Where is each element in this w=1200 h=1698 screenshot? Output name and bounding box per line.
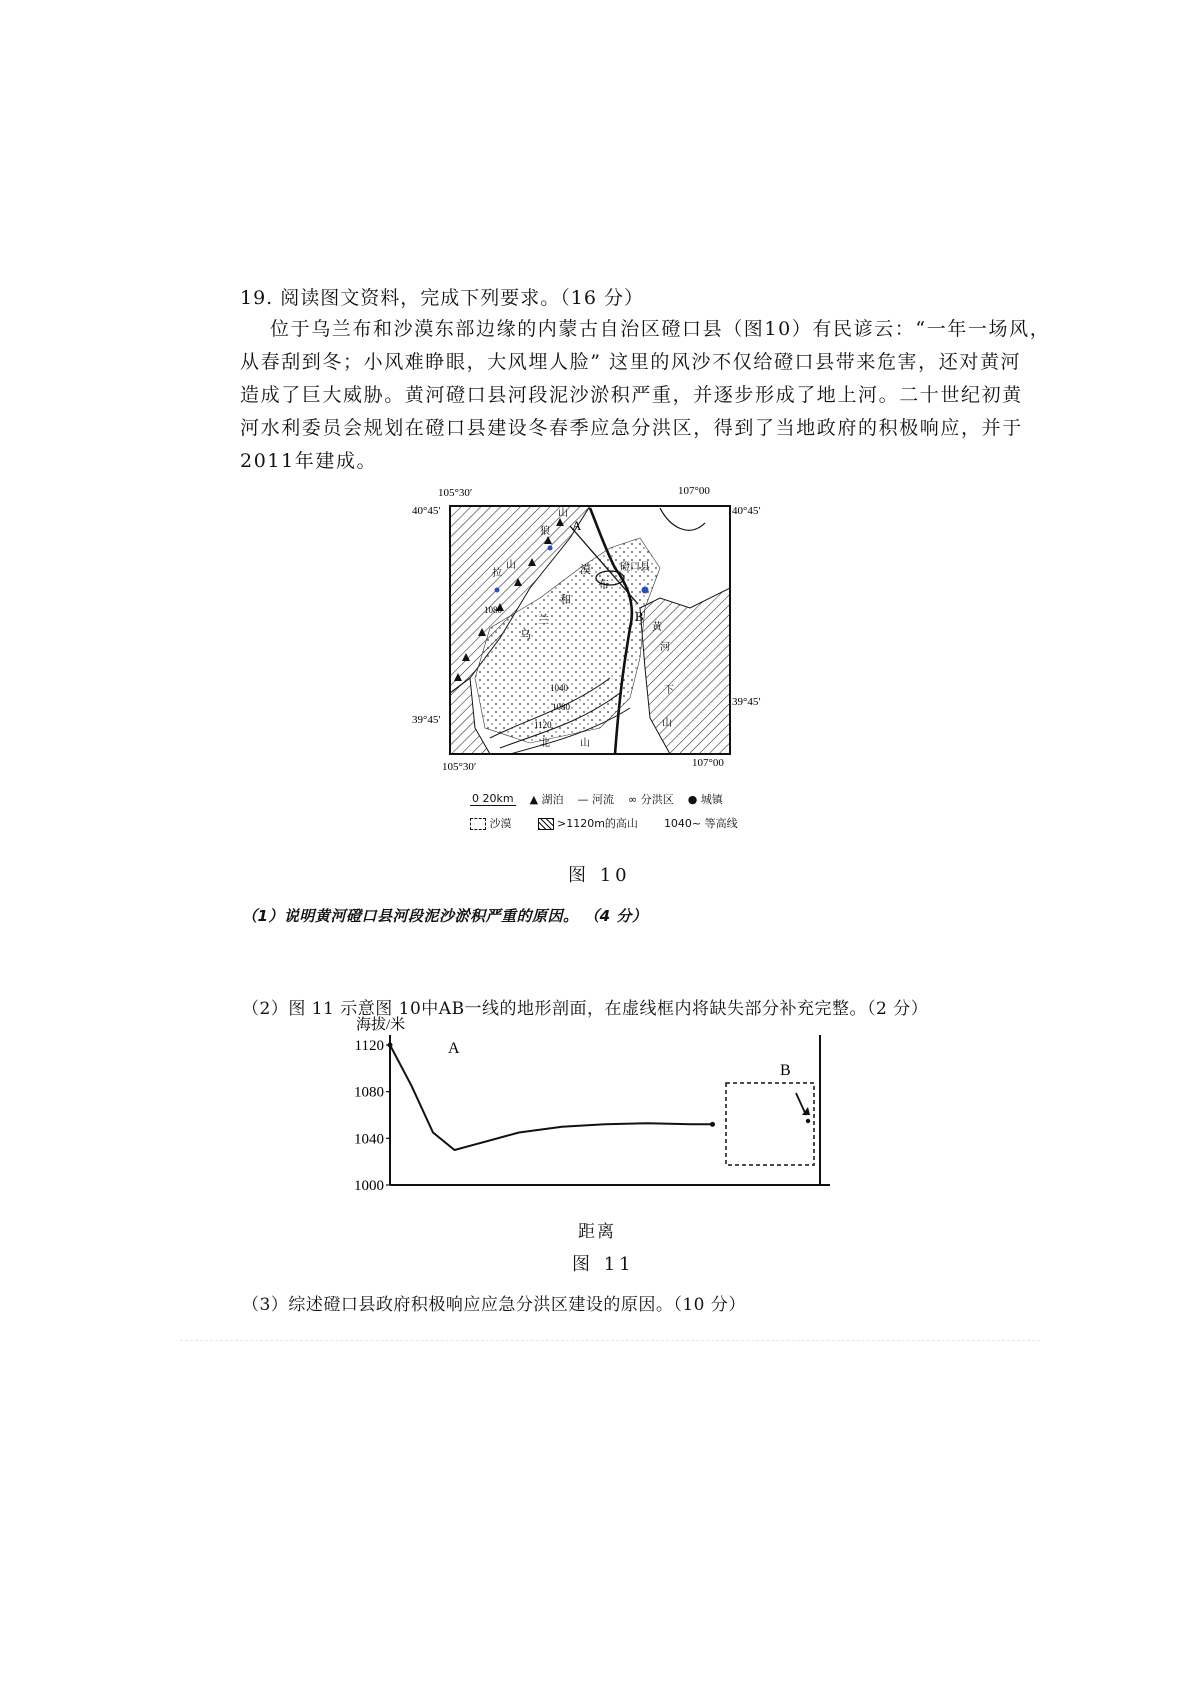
map-point-b: B: [635, 609, 644, 624]
coord-bottom-right: 107°00: [692, 757, 724, 769]
contour-label: 1040: [550, 683, 568, 693]
map-label: 和: [560, 594, 571, 606]
legend-river: — 河流: [577, 793, 615, 806]
legend-desert: 沙漠: [470, 815, 512, 831]
chart-series: [388, 1043, 716, 1151]
y-tick-label: 1040: [354, 1131, 384, 1148]
coord-left-bottom: 39°45′: [412, 714, 441, 726]
map-town-label: 磴口县: [620, 562, 650, 573]
sub-question-2: （2）图 11 示意图 10中AB一线的地形剖面，在虚线框内将缺失部分补充完整。（2 分）: [242, 999, 929, 1019]
map-label: 山: [506, 560, 516, 571]
contour-label: 1120: [534, 720, 552, 730]
profile-point: [710, 1122, 715, 1127]
coord-bottom-left: 105°30′: [442, 761, 477, 773]
coord-right-bottom: 39°45′: [732, 696, 761, 708]
figure-11-chart: [350, 1015, 850, 1215]
y-tick-label: 1080: [354, 1084, 384, 1101]
legend-scale: 0 20km: [472, 792, 514, 805]
paragraph-line: 河水利委员会规划在磴口县建设冬春季应急分洪区，得到了当地政府的积极响应，并于: [240, 417, 1023, 439]
map-label: 河: [660, 642, 670, 653]
legend-flood-area: ∞ 分洪区: [628, 793, 674, 806]
map-label: 山: [662, 718, 672, 729]
sub-question-3: （3）综述磴口县政府积极响应应急分洪区建设的原因。（10 分）: [242, 1295, 746, 1315]
question-paragraph: [240, 313, 1051, 478]
answer-dashed-box[interactable]: [726, 1083, 814, 1165]
map-label: 乌: [520, 629, 531, 641]
sub-question-1: （1）说明黄河磴口县河段泥沙淤积严重的原因。 （4 分）: [242, 907, 648, 925]
paragraph-line: 造成了巨大威胁。黄河磴口县河段泥沙淤积严重，并逐步形成了地上河。二十世纪初黄: [240, 384, 1023, 406]
legend-high-mountain: >1120m的高山: [538, 815, 638, 831]
map-legend: [470, 790, 790, 834]
coord-left-top: 40°45′: [412, 505, 441, 517]
map-label: 黄: [652, 622, 662, 633]
figure-11-caption: 图 11: [572, 1254, 635, 1275]
chart-point-a: A: [448, 1040, 460, 1057]
map-point-a: A: [572, 518, 582, 533]
coord-right-top: 40°45′: [732, 505, 761, 517]
profile-line: [390, 1045, 713, 1150]
chart-ylabel: 海拔/米: [356, 1017, 406, 1033]
contour-label: 1080: [484, 605, 502, 615]
paragraph-line: 位于乌兰布和沙漠东部边缘的内蒙古自治区磴口县（图10）有民谚云：“一年一场风，: [270, 318, 1051, 340]
figure-10-caption: 图 10: [568, 865, 631, 886]
question-header: 19. 阅读图文资料，完成下列要求。（16 分）: [240, 287, 644, 309]
coord-top-right: 107°00: [678, 485, 710, 497]
map-figure-10: [412, 478, 761, 803]
y-tick-label: 1000: [354, 1178, 384, 1194]
map-label: 北: [540, 738, 550, 749]
legend-lake: ▲ 湖泊: [529, 793, 564, 806]
chart-axes: [390, 1035, 830, 1185]
point-b-marker: [806, 1119, 810, 1123]
map-label: 山: [580, 738, 590, 749]
y-tick-label: 1120: [354, 1038, 384, 1054]
map-label: 兰: [538, 614, 549, 626]
map-label: 布: [598, 579, 609, 591]
contour-label: 1080: [552, 702, 570, 712]
legend-contour: 1040~ 等高线: [663, 817, 738, 830]
map-label: 狼: [540, 526, 550, 537]
page-divider: [180, 1340, 1040, 1341]
map-label: 下: [664, 685, 674, 696]
coord-top-left: 105°30′: [438, 487, 473, 499]
chart-ticks: [354, 1038, 390, 1194]
legend-town: ● 城镇: [687, 793, 723, 806]
chart-xlabel: 距离: [578, 1222, 616, 1242]
map-label: 山: [558, 508, 568, 519]
chart-point-b: B: [780, 1062, 791, 1079]
map-label: 拉: [492, 568, 502, 579]
paragraph-line: 从春刮到冬；小风难睁眼，大风埋人脸” 这里的风沙不仅给磴口县带来危害，还对黄河: [240, 351, 1022, 373]
profile-point: [388, 1043, 393, 1048]
paragraph-line: 2011年建成。: [240, 450, 378, 472]
map-label: 漠: [580, 564, 591, 576]
